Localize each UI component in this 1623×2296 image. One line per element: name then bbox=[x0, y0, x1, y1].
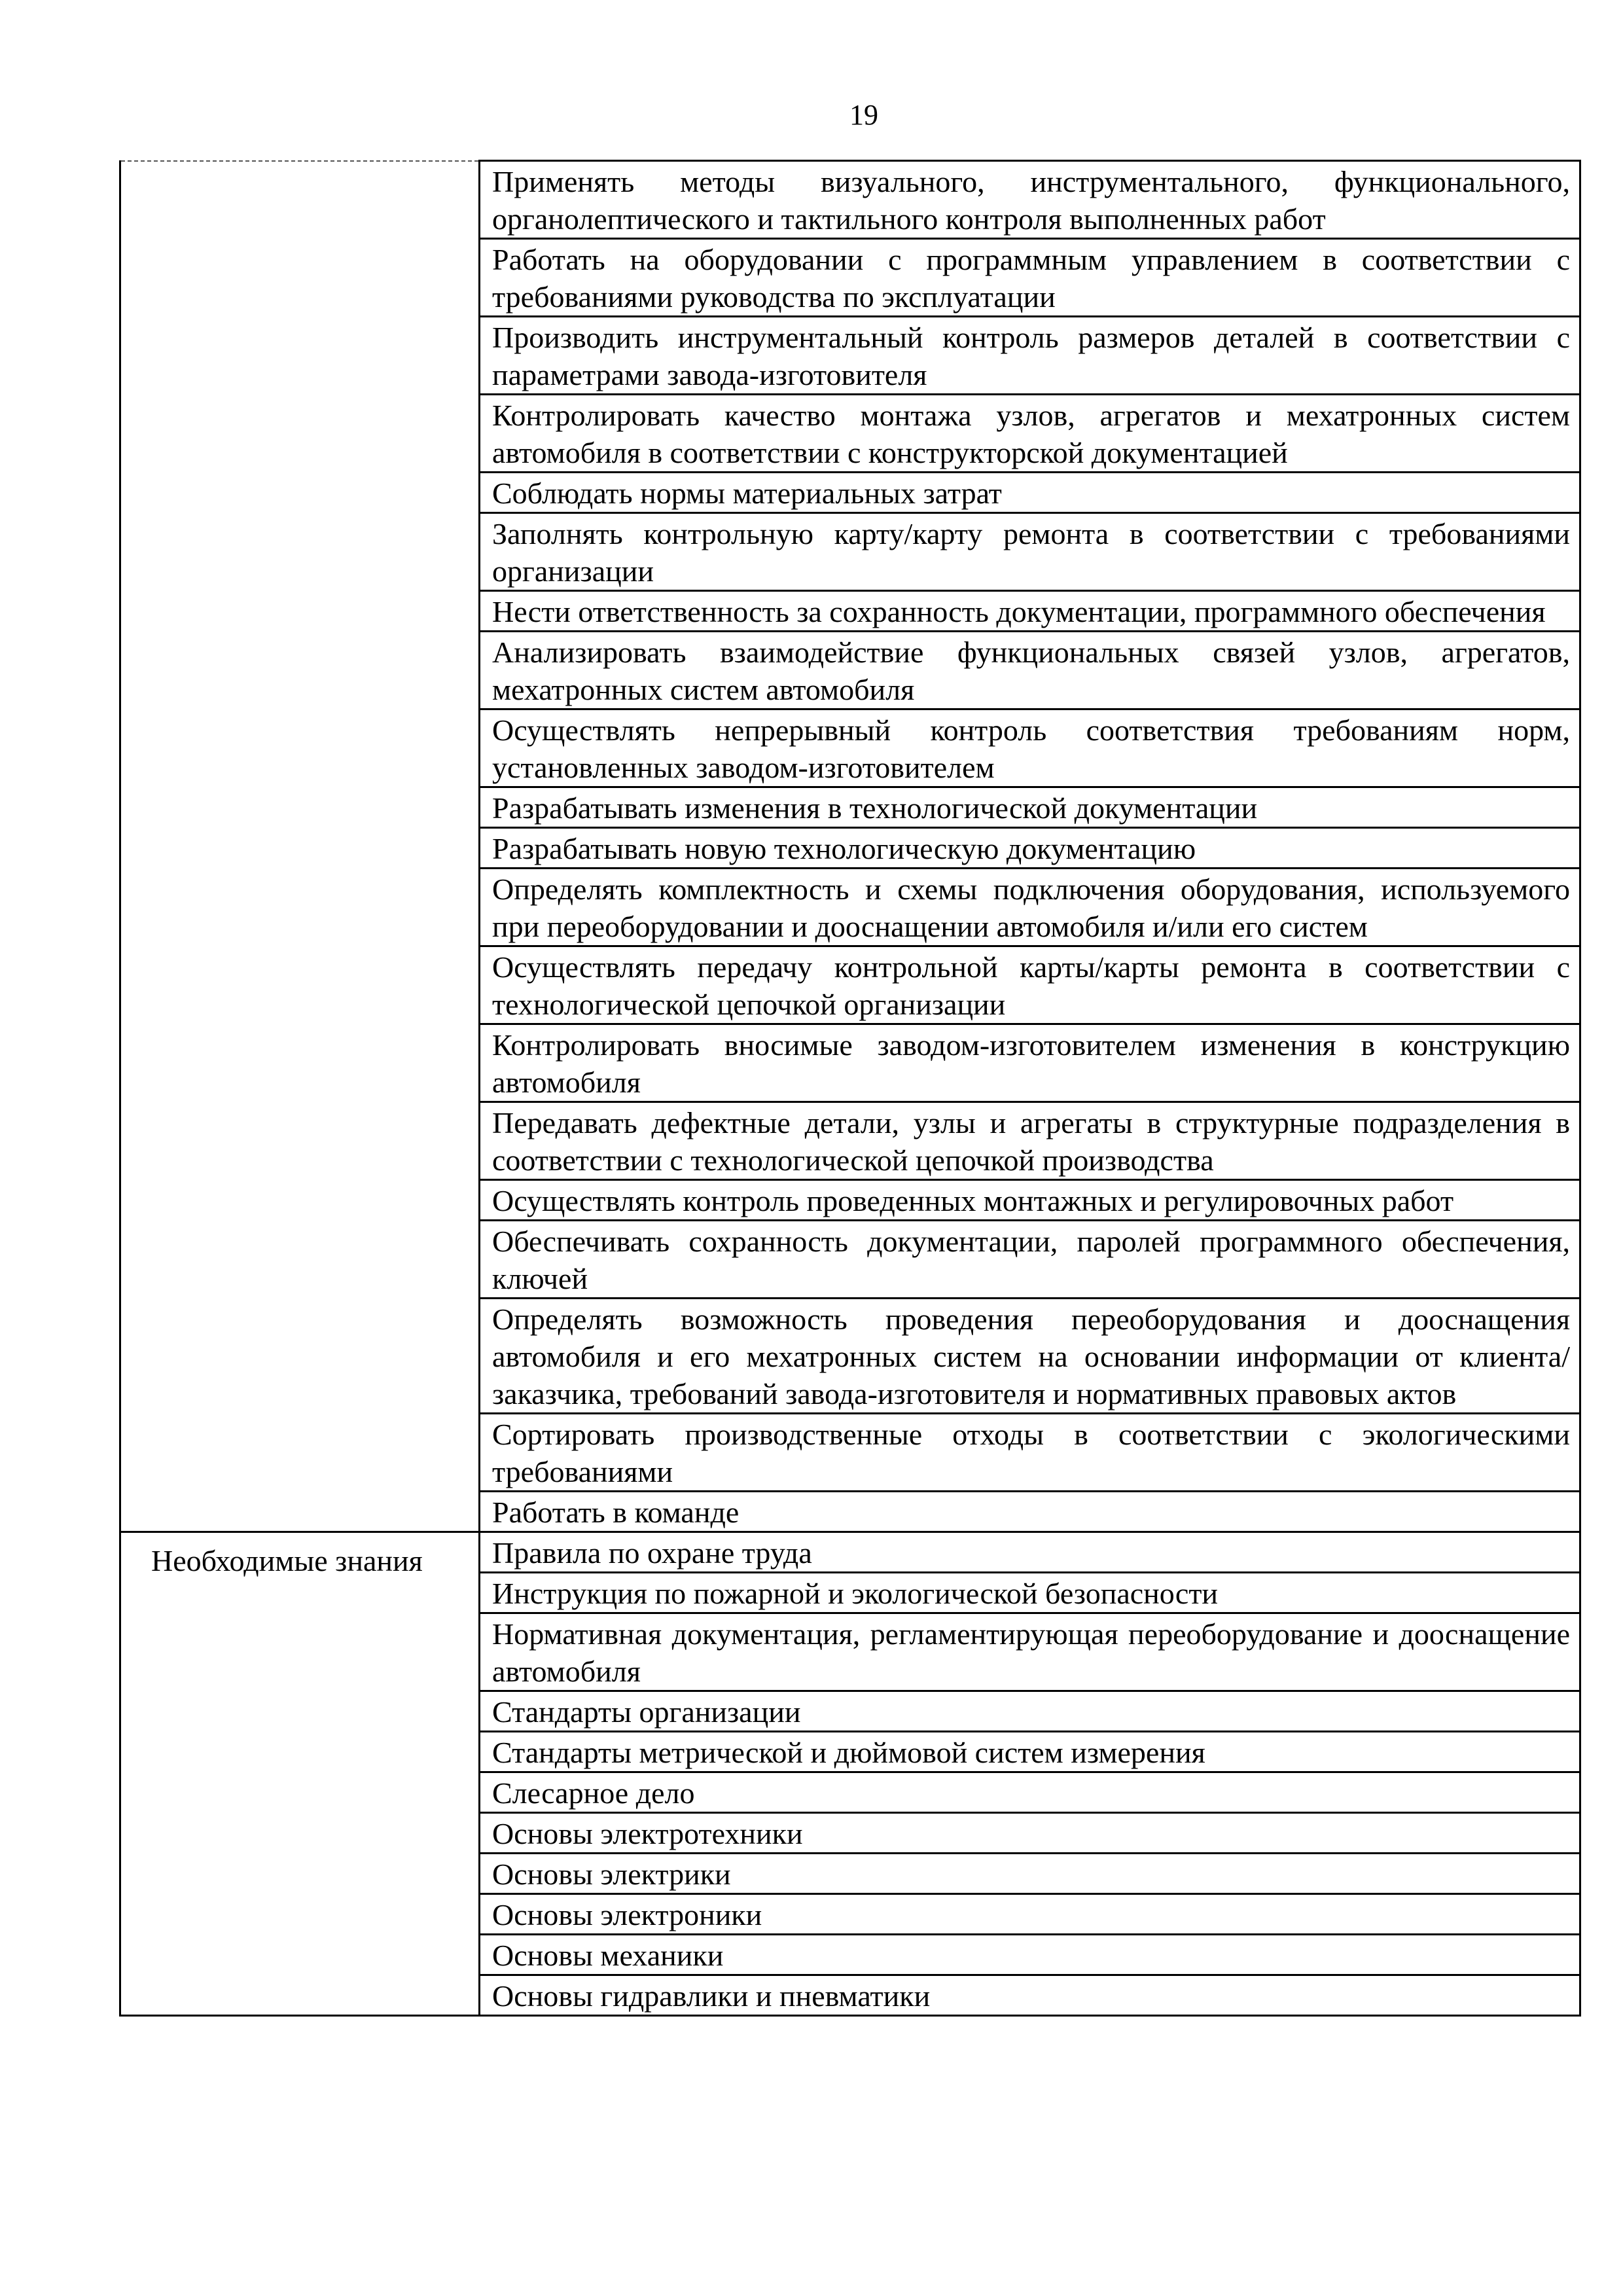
skill-item-text: Анализировать взаимодействие функциональных связей узлов, агрегатов, мехатронных систем автомобиля bbox=[492, 636, 1570, 706]
table-row bbox=[120, 161, 1580, 239]
knowledge-item-text: Инструкция по пожарной и экологической безопасности bbox=[492, 1577, 1219, 1610]
knowledge-item-text: Основы гидравлики и пневматики bbox=[492, 1979, 931, 2013]
knowledge-item-text: Стандарты организации bbox=[492, 1695, 801, 1729]
skill-item bbox=[480, 632, 1580, 709]
knowledge-item-text: Стандарты метрической и дюймовой систем измерения bbox=[492, 1736, 1205, 1769]
table-row bbox=[120, 1532, 1580, 1573]
page-number: 19 bbox=[849, 99, 878, 131]
knowledge-item bbox=[480, 1813, 1580, 1854]
skill-item bbox=[480, 1414, 1580, 1492]
requirements-table bbox=[119, 160, 1581, 2017]
knowledge-item-text: Правила по охране труда bbox=[492, 1536, 812, 1570]
skill-item bbox=[480, 395, 1580, 473]
skill-item bbox=[480, 869, 1580, 946]
skill-item-text: Заполнять контрольную карту/карту ремонта в соответствии с требованиями организации bbox=[492, 517, 1570, 588]
skill-item bbox=[480, 1299, 1580, 1414]
skill-item-text: Передавать дефектные детали, узлы и агрегаты в структурные подразделения в соответствии с технологической цепочкой производства bbox=[492, 1106, 1570, 1177]
skill-item-text: Обеспечивать сохранность документации, паролей программного обеспечения, ключей bbox=[492, 1225, 1570, 1295]
skill-item-text: Определять возможность проведения переоборудования и дооснащения автомобиля и его мехатронных систем на основании информации от клиента/заказчика, требований завода-изготовителя и нормативных правовых актов bbox=[492, 1302, 1570, 1410]
skill-item-text: Осуществлять контроль проведенных монтажных и регулировочных работ bbox=[492, 1184, 1454, 1217]
skill-item-text: Нести ответственность за сохранность документации, программного обеспечения bbox=[492, 595, 1546, 628]
skill-item-text: Осуществлять непрерывный контроль соответствия требованиям норм, установленных заводом-изготовителем bbox=[492, 713, 1570, 784]
knowledge-item bbox=[480, 1532, 1580, 1573]
knowledge-item bbox=[480, 1935, 1580, 1975]
knowledge-item bbox=[480, 1772, 1580, 1813]
skill-item bbox=[480, 1221, 1580, 1299]
skill-item-text: Определять комплектность и схемы подключения оборудования, используемого при переоборудовании и дооснащении автомобиля и/или его систем bbox=[492, 872, 1570, 943]
skill-item-text: Сортировать производственные отходы в соответствии с экологическими требованиями bbox=[492, 1418, 1570, 1488]
knowledge-item-text: Слесарное дело bbox=[492, 1776, 695, 1810]
knowledge-item bbox=[480, 1854, 1580, 1894]
knowledge-item bbox=[480, 1975, 1580, 2016]
skill-item bbox=[480, 1102, 1580, 1180]
skill-item bbox=[480, 709, 1580, 787]
skill-item bbox=[480, 1180, 1580, 1221]
knowledge-item bbox=[480, 1732, 1580, 1772]
skill-item bbox=[480, 946, 1580, 1024]
skill-item-text: Работать на оборудовании с программным управлением в соответствии с требованиями руководства по эксплуатации bbox=[492, 243, 1570, 314]
skill-item bbox=[480, 239, 1580, 317]
skill-item bbox=[480, 317, 1580, 395]
skill-item-text: Производить инструментальный контроль размеров деталей в соответствии с параметрами завода-изготовителя bbox=[492, 321, 1570, 391]
skill-item-text: Работать в команде bbox=[492, 1496, 740, 1529]
skill-item bbox=[480, 161, 1580, 239]
knowledge-item bbox=[480, 1613, 1580, 1691]
knowledge-item-text: Основы механики bbox=[492, 1939, 724, 1972]
knowledge-item-text: Основы электрики bbox=[492, 1857, 731, 1891]
knowledge-item bbox=[480, 1691, 1580, 1732]
skills-section bbox=[120, 161, 1580, 1532]
knowledge-item bbox=[480, 1573, 1580, 1613]
skill-item-text: Контролировать вносимые заводом-изготовителем изменения в конструкцию автомобиля bbox=[492, 1028, 1570, 1099]
skills-section-label bbox=[121, 162, 478, 171]
knowledge-label-cell bbox=[120, 1532, 480, 2016]
skill-item bbox=[480, 473, 1580, 513]
knowledge-section-label: Необходимые знания bbox=[151, 1544, 423, 1577]
skill-item-text: Контролировать качество монтажа узлов, агрегатов и мехатронных систем автомобиля в соответствии с конструкторской документацией bbox=[492, 399, 1570, 469]
knowledge-item-text: Основы электроники bbox=[492, 1898, 762, 1931]
skill-item bbox=[480, 1024, 1580, 1102]
knowledge-item bbox=[480, 1894, 1580, 1935]
skill-item bbox=[480, 787, 1580, 828]
skill-item-text: Разрабатывать изменения в технологической документации bbox=[492, 791, 1258, 825]
skill-item-text: Соблюдать нормы материальных затрат bbox=[492, 476, 1002, 510]
knowledge-section bbox=[120, 1532, 1580, 2016]
skill-item-text: Осуществлять передачу контрольной карты/карты ремонта в соответствии с технологической цепочкой организации bbox=[492, 950, 1570, 1021]
skill-item bbox=[480, 1492, 1580, 1532]
skill-item-text: Применять методы визуального, инструментального, функционального, органолептического и тактильного контроля выполненных работ bbox=[492, 165, 1570, 236]
skill-item bbox=[480, 828, 1580, 869]
knowledge-item-text: Основы электротехники bbox=[492, 1817, 803, 1850]
knowledge-item-text: Нормативная документация, регламентирующая переоборудование и дооснащение автомобиля bbox=[492, 1617, 1570, 1688]
skill-item bbox=[480, 591, 1580, 632]
skill-item-text: Разрабатывать новую технологическую документацию bbox=[492, 832, 1196, 865]
skills-label-cell bbox=[120, 161, 480, 1532]
skill-item bbox=[480, 513, 1580, 591]
